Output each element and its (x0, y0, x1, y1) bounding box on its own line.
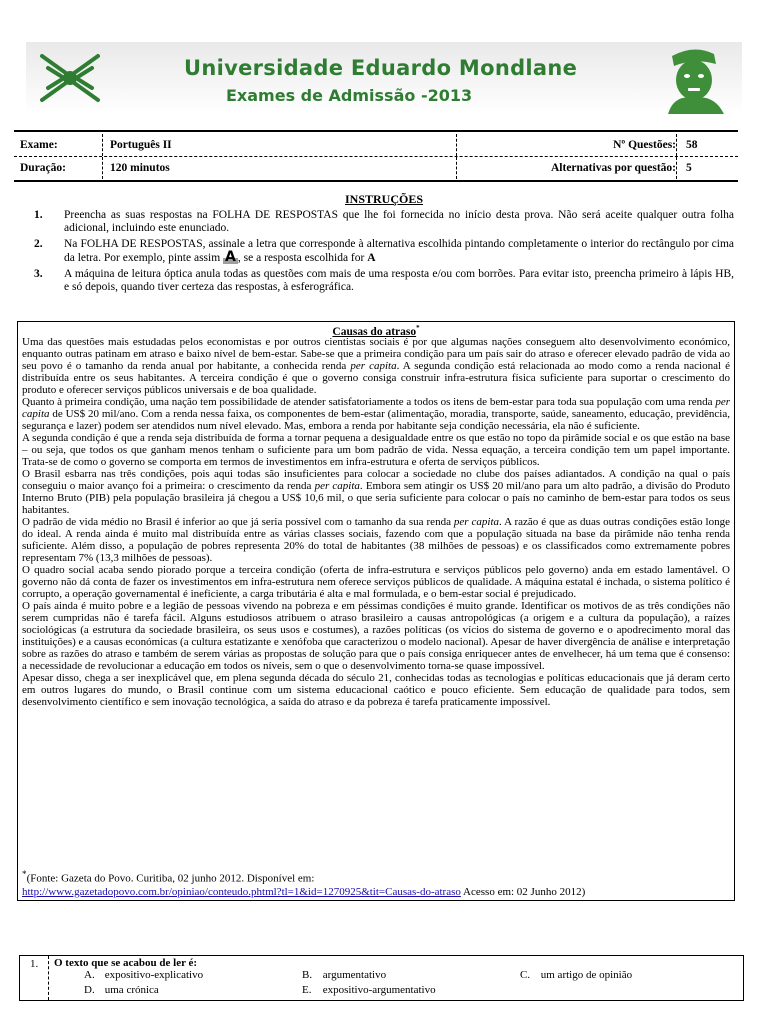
university-logo-icon (34, 46, 106, 110)
text-run: Uma das questões mais estudadas pelos economistas e por outros cientistas sociais é por que algumas nações conseguem alto desenvolvimento económico, enquanto outras patinam em atraso e baixo nível de bem-estar. Sabe-se que a primeira condição para um país sair do atraso e oferecer elevado padrão de vida ao seu povo é o tamanho da renda anual por habitante, a conhecida renda (22, 336, 730, 372)
option-letter: B. (302, 969, 313, 981)
article-paragraph (22, 396, 730, 432)
footnote-source-text: (Fonte: Gazeta do Povo. Curitiba, 02 junho 2012. Disponível em: (26, 872, 315, 885)
divider (456, 157, 457, 179)
option-letter: A. (84, 969, 95, 981)
sample-filled-letter: A (225, 249, 236, 265)
footnote-access-date: Acesso em: 02 Junho 2012) (463, 885, 586, 898)
option-e[interactable] (302, 984, 436, 996)
question-stem: O texto que se acabou de ler é: (54, 957, 198, 969)
text-run: . A razão é que as duas outras condições estão longe do ideal. A renda ainda é muito mal distribuída entre as várias classes sociais, fazendo com que a população situada na base da pirâmide não tenha renda suficiente. Além disso, a população de pobres representa 20% do total de habitantes (38 milhões de pessoas) e os classificados como extremamente pobres representam 7% (13,3 milhões de pessoas). (22, 516, 730, 564)
footnote-link-line (22, 886, 730, 899)
footnote-mark: * (22, 869, 27, 879)
text-run: O país ainda é muito pobre e a legião de pessoas vivendo na pobreza e em péssimas condições é muito grande. Identificar os motivos de as três condições não serem cumpridas não é tarefa fácil. Alguns estudiosos atribuem o atraso brasileiro a causas antropológicas (a origem e a cultura da população), a raízes sociológicas (a estrutura da sociedade brasileira, os seus usos e costumes), a razões políticas (os vícios do sistema de governo e o apodrecimento moral das instituições) e a causas económicas (a cultura estatizante e xenófoba que caracterizou o modelo nacional). Apesar de haver divergência de análise e interpretação sobre as razões do atraso e também de serem várias as propostas de solução para que o país consiga enriquecer antes de envelhecer, há um tema que é consenso: a necessidade de revolucionar a educação em todos os níveis, sem o que o desenvolvimento torna-se quase impossível. (22, 600, 730, 672)
exam-title: Exames de Admissão -2013 (226, 86, 473, 105)
duration-value: 120 minutos (110, 162, 170, 174)
info-row-exam (14, 134, 738, 157)
footnote-mark: * (416, 324, 420, 332)
instruction-text-part: , se a resposta escolhida for (237, 252, 365, 264)
italic-term: per capita (350, 360, 397, 372)
exam-label: Exame: (20, 139, 58, 151)
instruction-item (34, 209, 734, 237)
reading-text-box (17, 321, 735, 901)
instruction-text: Preencha as suas respostas na FOLHA DE RESPOSTAS que lhe foi fornecida no início desta prova. Não será aceite qualquer outra folha adicional, incluindo este enunciado. (64, 209, 734, 234)
divider (48, 956, 49, 1000)
option-a[interactable] (84, 969, 203, 981)
question-number: 1. (30, 958, 39, 970)
text-run: . Embora sem atingir os US$ 20 mil/ano para um alto padrão, a divisão do Produto Interno Bruto (PIB) pela população brasileira já chegou a US$ 10,6 mil, o que seria suficiente para colocar o país no caminho de bem-estar para todos os seus habitantes. (22, 480, 730, 516)
sample-answer-letter: A (367, 252, 376, 264)
article-paragraph (22, 672, 730, 708)
italic-term: per capita (314, 480, 360, 492)
exam-info-table (14, 130, 738, 182)
option-text: um artigo de opinião (540, 969, 633, 981)
footnote-source (22, 868, 730, 886)
instruction-text (64, 238, 734, 265)
article-paragraph (22, 516, 730, 564)
option-letter: D. (84, 984, 95, 996)
text-run: de US$ 20 mil/ano. Com a renda nessa faixa, os componentes de bem-estar (alimentação, moradia, transporte, saúde, saneamento, educação, previdência, segurança e lazer) podem ser atendidos num nível elevado. Mas, embora a renda por habitante seja condição necessária, ela não é suficiente. (22, 408, 730, 432)
text-run: Quanto à primeira condição, uma nação tem possibilidade de atender satisfatoriamente a todos os itens de bem-estar para toda sua população com uma renda (22, 396, 716, 408)
article-paragraph (22, 600, 730, 672)
text-run: A segunda condição é que a renda seja distribuída de forma a tornar pequena a desigualdade entre os que estão no topo da pirâmide social e os que estão na base – ou seja, que todos os que ganham menos tenham o suficiente para um bom padrão de vida. Nessa equação, a terceira condição tem um papel importante. Trata-se de como o governo se comporta em termos de investimentos em infra-estrutura e oferta de serviços públicos. (22, 432, 730, 468)
instructions-title: INSTRUÇÕES (344, 192, 424, 206)
option-letter: E. (302, 984, 312, 996)
instruction-number: 3. (34, 268, 43, 280)
instruction-number: 2. (34, 238, 43, 250)
portrait-emblem-icon (654, 42, 734, 114)
exam-header (26, 42, 742, 114)
divider (676, 134, 677, 156)
instruction-number: 1. (34, 209, 43, 221)
instruction-item (34, 238, 734, 266)
option-c[interactable] (520, 969, 632, 981)
instruction-text-part: Na FOLHA DE RESPOSTAS, assinale a letra que corresponde à alternativa escolhida pintando completamente o interior do rectângulo por cima da letra. Por exemplo, pinte assim (64, 238, 734, 264)
text-run: . A segunda condição está relacionada ao modo como a renda nacional é distribuída entre os seus habitantes. A terceira condição é que o governo consiga construir infra-estrutura física suficiente para suportar o crescimento do produto e oferecer serviços públicos universais e de boa qualidade. (22, 360, 730, 396)
article-body (22, 336, 730, 708)
article-paragraph (22, 564, 730, 600)
divider (676, 157, 677, 179)
option-d[interactable] (84, 984, 159, 996)
text-run: Apesar disso, chega a ser inexplicável que, em plena segunda década do século 21, conhecidas todas as tecnologias e políticas educacionais que já deram certo em outros lugares do mundo, o Brasil continue com um sistema educacional caótico e pouco eficiente. Sem educação de qualidade para todos, sem desenvolvimento científico e sem inovação tecnológica, a saída do atraso e da pobreza é tarefa praticamente impossível. (22, 672, 730, 708)
option-text: argumentativo (322, 969, 387, 981)
instruction-item (34, 268, 734, 296)
alternatives-value: 5 (686, 162, 692, 174)
questions-label: Nº Questões: (613, 139, 676, 151)
info-row-duration (14, 157, 738, 179)
exam-value: Português II (110, 139, 172, 151)
article-paragraph (22, 432, 730, 468)
text-run: O Brasil esbarra nas três condições, pois aqui todas são insuficientes para colocar a sociedade no clube dos países adiantados. A condição na qual o país conseguiu o maior avanço foi a primeira: o crescimento da renda (22, 468, 730, 492)
option-text: uma crónica (104, 984, 159, 996)
text-run: O quadro social acaba sendo piorado porque a terceira condição (oferta de infra-estrutura e serviços públicos pelo governo) anda em estado lamentável. O governo não dá conta de fazer os investimentos em infra-estrutura nem oferece serviços públicos de qualidade. A máquina estatal é inchada, o sistema político é corrupto, a operação governamental é ineficiente, a carga tributária é alta e mal formulada, e o bem-estar social é prejudicado. (22, 564, 730, 600)
article-paragraph (22, 336, 730, 396)
article-title-text: Causas do atraso (332, 325, 417, 338)
source-link[interactable]: http://www.gazetadopovo.com.br/opiniao/conteudo.phtml?tl=1&id=1270925&tit=Causas-do-atraso (22, 885, 461, 898)
italic-term: per capita (453, 516, 500, 528)
option-text: expositivo-explicativo (104, 969, 204, 981)
divider (102, 157, 103, 179)
divider (102, 134, 103, 156)
alternatives-label: Alternativas por questão: (550, 162, 676, 174)
duration-label: Duração: (20, 162, 66, 174)
text-run: O padrão de vida médio no Brasil é inferior ao que já seria possível com o tamanho da sua renda (22, 516, 454, 528)
questions-value: 58 (686, 139, 698, 151)
university-name: Universidade Eduardo Mondlane (184, 56, 578, 80)
article-footnote (22, 868, 730, 899)
option-text: expositivo-argumentativo (322, 984, 436, 996)
article-paragraph (22, 468, 730, 516)
instruction-text: A máquina de leitura óptica anula todas as questões com mais de uma resposta e/ou com borrões. Para evitar isto, preencha primeiro à lápis HB, e só depois, quando tiver certeza das respostas, à esferográfica. (64, 268, 734, 293)
option-b[interactable] (302, 969, 386, 981)
question-box (19, 955, 744, 1001)
italic-term: per capita (22, 396, 730, 420)
option-letter: C. (520, 969, 531, 981)
divider (456, 134, 457, 156)
